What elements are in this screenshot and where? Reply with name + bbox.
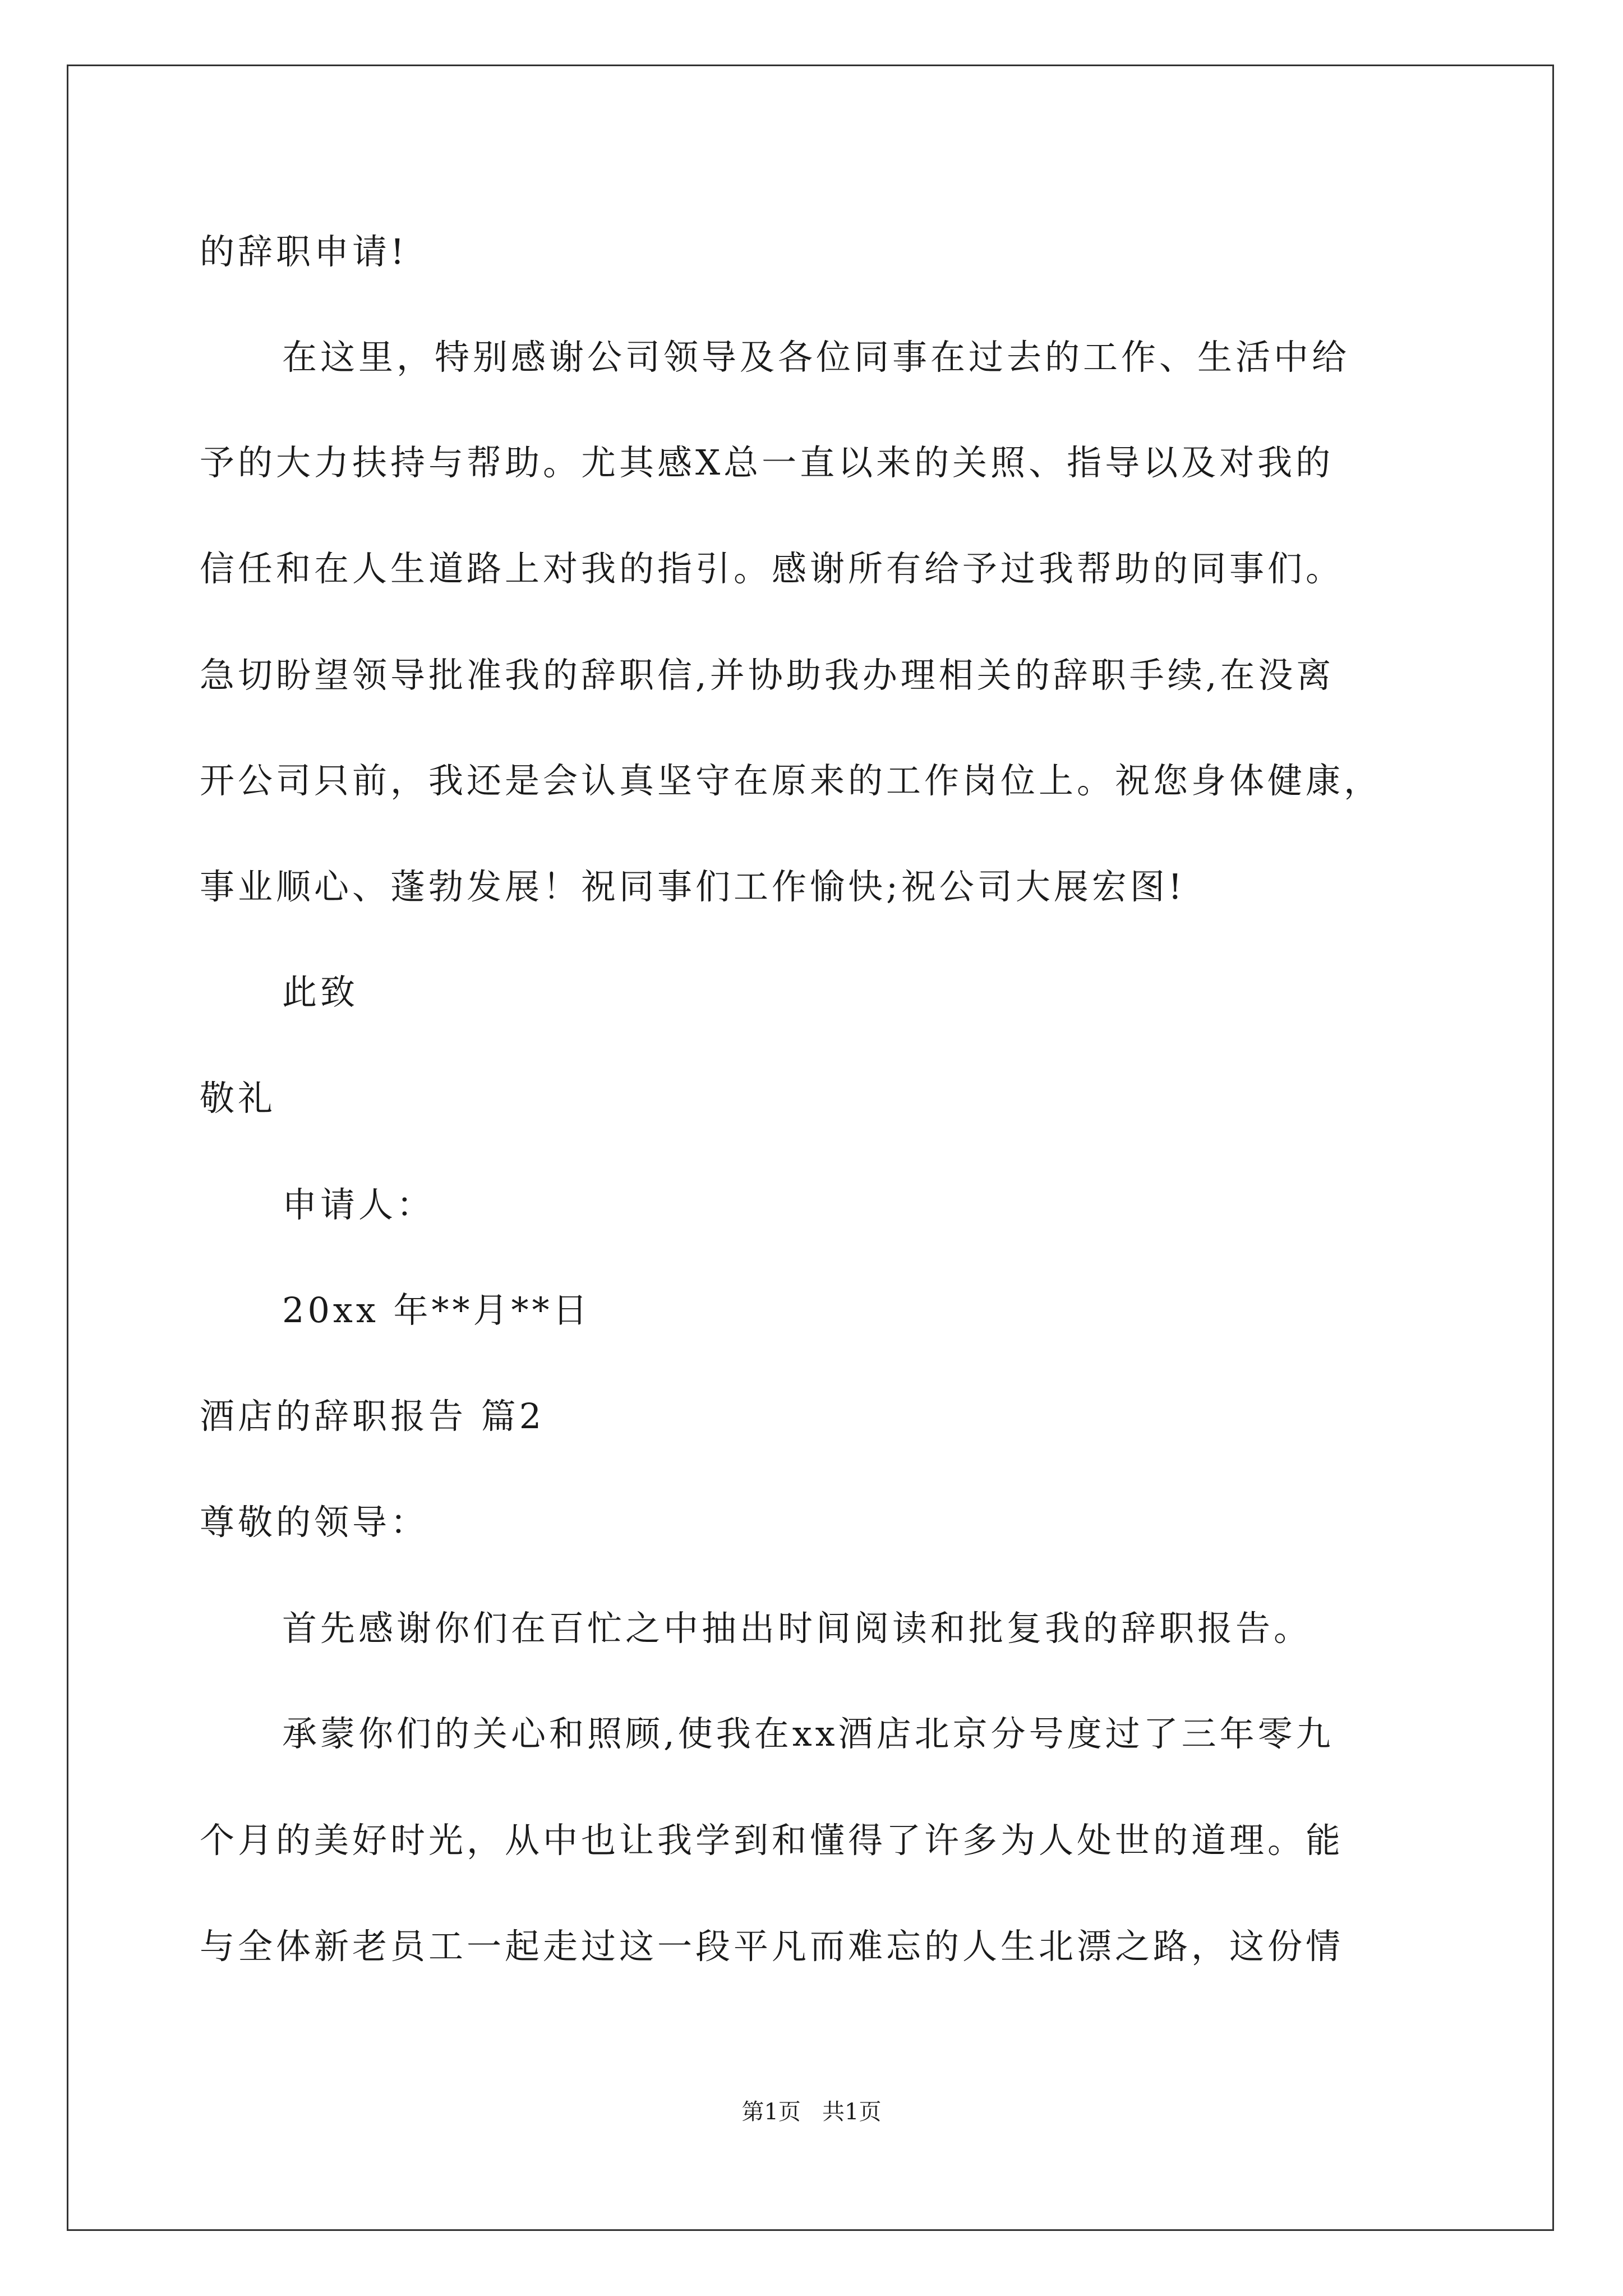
page-number-footer: 第1页 共1页 [741,2099,882,2125]
date-line: 20xx 年**月**日 [282,1290,591,1331]
text-line: 首先感谢你们在百忙之中抽出时间阅读和批复我的辞职报告。 [282,1608,1312,1649]
text-line: 个月的美好时光，从中也让我学到和懂得了许多为人处世的道理。能 [200,1820,1344,1861]
text-line: 信任和在人生道路上对我的指引。感谢所有给予过我帮助的同事们。 [200,548,1344,589]
text-line: 承蒙你们的关心和照顾,使我在xx酒店北京分号度过了三年零九 [282,1713,1334,1754]
text-line: 开公司只前，我还是会认真坚守在原来的工作岗位上。祝您身体健康， [200,760,1382,801]
text-line: 急切盼望领导批准我的辞职信,并协助我办理相关的辞职手续,在没离 [200,655,1335,696]
closing-regards: 敬礼 [200,1078,276,1119]
text-line: 在这里，特别感谢公司领导及各位同事在过去的工作、生活中给 [282,337,1350,378]
text-line: 的辞职申请! [200,231,408,272]
text-line: 与全体新老员工一起走过这一段平凡而难忘的人生北漂之路，这份情 [200,1926,1344,1967]
section-heading: 酒店的辞职报告 篇2 [200,1396,545,1437]
text-line: 予的大力扶持与帮助。尤其感X总一直以来的关照、指导以及对我的 [200,442,1334,483]
closing-salutation: 此致 [282,972,359,1013]
page-border [67,65,1554,2231]
greeting: 尊敬的领导： [200,1502,429,1543]
applicant-label: 申请人： [282,1184,435,1225]
text-line: 事业顺心、蓬勃发展！祝同事们工作愉快;祝公司大展宏图! [200,866,1186,907]
